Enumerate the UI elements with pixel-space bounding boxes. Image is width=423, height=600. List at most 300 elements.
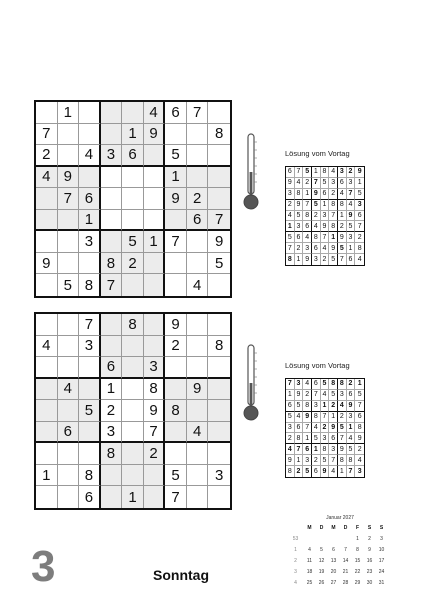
solution-cell: 7 [329, 211, 338, 222]
sudoku-cell[interactable]: 2 [165, 336, 187, 358]
sudoku-cell[interactable]: 5 [122, 231, 144, 253]
calendar-header-row [290, 525, 390, 535]
calendar-day: 15 [354, 558, 361, 564]
sudoku-cell[interactable] [208, 167, 230, 189]
sudoku-cell[interactable] [58, 357, 80, 379]
sudoku-cell[interactable] [58, 486, 80, 508]
sudoku-cell[interactable]: 4 [187, 422, 209, 444]
sudoku-cell[interactable] [208, 314, 230, 336]
solution-cell: 5 [303, 466, 312, 477]
solution-cell: 9 [355, 433, 364, 444]
solution-cell: 8 [329, 221, 338, 232]
solution-cell: 7 [312, 390, 321, 401]
sudoku-cell[interactable] [187, 465, 209, 487]
sudoku-cell[interactable] [144, 486, 166, 508]
calendar-day: 4 [308, 547, 311, 553]
calendar-day: 7 [344, 547, 347, 553]
sudoku-cell[interactable] [144, 210, 166, 232]
sudoku-cell[interactable]: 6 [122, 145, 144, 167]
solution-cell: 4 [312, 423, 321, 434]
sudoku-cell[interactable] [165, 443, 187, 465]
sudoku-cell[interactable] [101, 486, 123, 508]
solution-cell: 3 [312, 401, 321, 412]
sudoku-cell[interactable]: 5 [165, 145, 187, 167]
sudoku-cell[interactable]: 8 [165, 400, 187, 422]
calendar-day: 21 [342, 569, 349, 575]
sudoku-cell[interactable] [122, 379, 144, 401]
sudoku-cell[interactable] [208, 102, 230, 124]
solution-cell: 9 [312, 189, 321, 200]
sudoku-cell[interactable] [101, 188, 123, 210]
solution-cell: 2 [286, 433, 295, 444]
solution-cell: 4 [303, 232, 312, 243]
solution-cell: 4 [321, 243, 330, 254]
sudoku-cell[interactable]: 1 [36, 465, 58, 487]
sudoku-cell[interactable]: 5 [208, 253, 230, 275]
sudoku-cell[interactable] [122, 443, 144, 465]
sudoku-cell[interactable]: 7 [165, 231, 187, 253]
sudoku-cell[interactable] [36, 379, 58, 401]
solution-cell: 1 [312, 167, 321, 178]
solution-cell: 9 [347, 211, 356, 222]
calendar-day: 25 [306, 580, 313, 586]
solution-cell: 7 [303, 200, 312, 211]
sudoku-cell[interactable]: 1 [58, 102, 80, 124]
sudoku-cell[interactable]: 9 [36, 253, 58, 275]
solution-cell: 6 [295, 423, 304, 434]
sudoku-cell[interactable] [101, 314, 123, 336]
solution-cell: 2 [347, 167, 356, 178]
sudoku-cell[interactable] [79, 379, 101, 401]
sudoku-cell[interactable] [58, 400, 80, 422]
sudoku-cell[interactable] [122, 400, 144, 422]
sudoku-cell[interactable] [58, 145, 80, 167]
sudoku-cell[interactable]: 4 [144, 102, 166, 124]
sudoku-cell[interactable] [79, 167, 101, 189]
solution-cell: 9 [329, 423, 338, 434]
sudoku-cell[interactable]: 8 [208, 124, 230, 146]
solution-cell: 9 [286, 178, 295, 189]
sudoku-cell[interactable] [144, 336, 166, 358]
calendar-week-number: 4 [294, 580, 297, 586]
sudoku-cell[interactable] [187, 336, 209, 358]
sudoku-cell[interactable]: 3 [79, 336, 101, 358]
sudoku-cell[interactable] [58, 231, 80, 253]
sudoku-cell[interactable] [101, 465, 123, 487]
sudoku-cell[interactable] [79, 124, 101, 146]
sudoku-cell[interactable]: 7 [144, 422, 166, 444]
sudoku-cell[interactable] [122, 102, 144, 124]
sudoku-cell[interactable] [101, 336, 123, 358]
solution-cell: 2 [355, 444, 364, 455]
calendar-day: 10 [378, 547, 385, 553]
sudoku-cell[interactable]: 1 [101, 379, 123, 401]
solution-cell: 7 [295, 444, 304, 455]
sudoku-cell[interactable] [122, 167, 144, 189]
calendar-week-row [290, 547, 390, 557]
solution-cell: 5 [321, 178, 330, 189]
sudoku-cell[interactable] [101, 231, 123, 253]
sudoku-cell[interactable] [36, 443, 58, 465]
sudoku-cell[interactable] [187, 145, 209, 167]
sudoku-cell[interactable]: 1 [144, 231, 166, 253]
sudoku-cell[interactable]: 8 [79, 274, 101, 296]
sudoku-cell[interactable] [58, 124, 80, 146]
solution-cell: 6 [347, 390, 356, 401]
sudoku-cell[interactable]: 8 [122, 314, 144, 336]
solution-cell: 8 [355, 423, 364, 434]
sudoku-cell[interactable]: 8 [101, 443, 123, 465]
solution-cell: 2 [312, 211, 321, 222]
sudoku-grid-1[interactable] [34, 100, 232, 298]
sudoku-cell[interactable]: 9 [187, 379, 209, 401]
solution-cell: 7 [355, 221, 364, 232]
sudoku-cell[interactable] [208, 188, 230, 210]
solution-cell: 5 [303, 167, 312, 178]
solution-cell: 2 [321, 254, 330, 265]
solution-cell: 4 [347, 200, 356, 211]
solution-cell: 1 [355, 379, 364, 390]
sudoku-cell[interactable] [101, 102, 123, 124]
sudoku-cell[interactable] [165, 274, 187, 296]
calendar-day: 24 [378, 569, 385, 575]
solution-cell: 2 [303, 178, 312, 189]
sudoku-cell[interactable] [187, 443, 209, 465]
sudoku-cell[interactable] [144, 188, 166, 210]
solution-cell: 8 [286, 254, 295, 265]
sudoku-cell[interactable] [187, 400, 209, 422]
solution-cell: 1 [329, 412, 338, 423]
solution-cell: 7 [329, 455, 338, 466]
sudoku-cell[interactable] [101, 210, 123, 232]
sudoku-cell[interactable]: 9 [58, 167, 80, 189]
sudoku-cell[interactable] [36, 210, 58, 232]
sudoku-cell[interactable] [165, 210, 187, 232]
sudoku-cell[interactable] [36, 274, 58, 296]
sudoku-cell[interactable]: 2 [122, 253, 144, 275]
sudoku-cell[interactable] [122, 210, 144, 232]
calendar-day: 2 [368, 536, 371, 542]
sudoku-cell[interactable] [36, 422, 58, 444]
solution-cell: 8 [338, 455, 347, 466]
sudoku-cell[interactable] [187, 486, 209, 508]
sudoku-cell[interactable]: 1 [122, 124, 144, 146]
sudoku-cell[interactable] [187, 231, 209, 253]
calendar-week-number: 1 [294, 547, 297, 553]
solution-cell: 3 [303, 455, 312, 466]
sudoku-cell[interactable] [36, 400, 58, 422]
solution-cell: 9 [355, 167, 364, 178]
sudoku-cell[interactable]: 2 [187, 188, 209, 210]
sudoku-grid-2[interactable] [34, 312, 232, 510]
sudoku-cell[interactable] [208, 357, 230, 379]
sudoku-cell[interactable]: 9 [144, 400, 166, 422]
solution-cell: 5 [295, 401, 304, 412]
sudoku-cell[interactable] [208, 486, 230, 508]
sudoku-cell[interactable]: 3 [79, 231, 101, 253]
solution-cell: 4 [338, 401, 347, 412]
sudoku-cell[interactable] [122, 357, 144, 379]
calendar-week-number: 53 [292, 536, 299, 542]
sudoku-cell[interactable] [208, 274, 230, 296]
sudoku-cell[interactable]: 3 [208, 465, 230, 487]
solution-cell: 9 [303, 254, 312, 265]
calendar-day: 30 [366, 580, 373, 586]
sudoku-cell[interactable] [122, 422, 144, 444]
sudoku-cell[interactable]: 7 [187, 102, 209, 124]
solution-cell: 5 [347, 221, 356, 232]
sudoku-cell[interactable] [101, 167, 123, 189]
sudoku-cell[interactable] [144, 465, 166, 487]
calendar-weekday: F [355, 525, 360, 531]
calendar-week-row [290, 569, 390, 579]
sudoku-cell[interactable]: 6 [58, 422, 80, 444]
solution-cell: 2 [338, 412, 347, 423]
sudoku-cell[interactable] [208, 379, 230, 401]
sudoku-cell[interactable]: 8 [144, 379, 166, 401]
sudoku-cell[interactable] [79, 422, 101, 444]
solution-cell: 5 [355, 390, 364, 401]
sudoku-cell[interactable] [144, 167, 166, 189]
sudoku-cell[interactable]: 8 [79, 465, 101, 487]
sudoku-cell[interactable]: 9 [144, 124, 166, 146]
solution-cell: 7 [347, 466, 356, 477]
calendar-day: 23 [366, 569, 373, 575]
calendar-day: 9 [368, 547, 371, 553]
calendar-weekday: M [307, 525, 312, 531]
day-number: 3 [31, 542, 56, 591]
solution-cell: 2 [355, 232, 364, 243]
solution-cell: 2 [295, 243, 304, 254]
solution-cell: 4 [295, 412, 304, 423]
solution-cell: 7 [321, 232, 330, 243]
sudoku-cell[interactable]: 6 [165, 102, 187, 124]
sudoku-cell[interactable]: 1 [122, 486, 144, 508]
solution-cell: 1 [303, 433, 312, 444]
sudoku-cell[interactable]: 4 [36, 336, 58, 358]
calendar-week-row [290, 580, 390, 590]
calendar-title: Januar 2027 [326, 515, 354, 521]
calendar-day: 29 [354, 580, 361, 586]
sudoku-cell[interactable] [187, 253, 209, 275]
sudoku-cell[interactable] [144, 253, 166, 275]
sudoku-cell[interactable] [79, 102, 101, 124]
sudoku-cell[interactable]: 9 [165, 188, 187, 210]
sudoku-cell[interactable] [122, 188, 144, 210]
solution-cell: 4 [329, 466, 338, 477]
sudoku-cell[interactable] [58, 314, 80, 336]
sudoku-cell[interactable] [36, 486, 58, 508]
sudoku-cell[interactable] [36, 231, 58, 253]
sudoku-cell[interactable]: 3 [144, 357, 166, 379]
sudoku-cell[interactable] [144, 274, 166, 296]
solution-cell: 7 [338, 433, 347, 444]
solution-cell: 2 [312, 455, 321, 466]
sudoku-cell[interactable] [165, 253, 187, 275]
solution-cell: 2 [286, 200, 295, 211]
solution-cell: 8 [295, 433, 304, 444]
solution-cell: 5 [329, 390, 338, 401]
solution-cell: 4 [355, 455, 364, 466]
sudoku-cell[interactable] [208, 145, 230, 167]
solution-cell: 1 [295, 254, 304, 265]
calendar-week-row [290, 536, 390, 546]
solution-cell: 5 [347, 444, 356, 455]
sudoku-cell[interactable] [36, 357, 58, 379]
sudoku-cell[interactable] [165, 357, 187, 379]
sudoku-cell[interactable] [187, 314, 209, 336]
solution-cell: 1 [312, 444, 321, 455]
solution-cell: 1 [338, 211, 347, 222]
sudoku-cell[interactable] [58, 443, 80, 465]
sudoku-cell[interactable]: 4 [79, 145, 101, 167]
sudoku-cell[interactable]: 5 [79, 400, 101, 422]
sudoku-cell[interactable]: 6 [79, 188, 101, 210]
sudoku-cell[interactable]: 1 [79, 210, 101, 232]
sudoku-cell[interactable]: 8 [208, 336, 230, 358]
solution-cell: 9 [295, 390, 304, 401]
sudoku-cell[interactable] [36, 188, 58, 210]
solution-cell: 6 [312, 379, 321, 390]
sudoku-cell[interactable] [208, 400, 230, 422]
solution-cell: 8 [286, 466, 295, 477]
sudoku-cell[interactable]: 4 [36, 167, 58, 189]
solution-label: Lösung vom Vortag [285, 361, 350, 370]
sudoku-cell[interactable]: 9 [165, 314, 187, 336]
sudoku-cell[interactable] [36, 314, 58, 336]
sudoku-cell[interactable] [36, 102, 58, 124]
sudoku-cell[interactable] [208, 422, 230, 444]
solution-cell: 9 [329, 243, 338, 254]
solution-cell: 4 [312, 221, 321, 232]
solution-cell: 6 [321, 189, 330, 200]
sudoku-cell[interactable]: 4 [187, 274, 209, 296]
solution-cell: 3 [329, 178, 338, 189]
solution-cell: 5 [355, 189, 364, 200]
thermometer-icon [241, 343, 261, 423]
sudoku-cell[interactable]: 6 [79, 486, 101, 508]
sudoku-cell[interactable] [79, 443, 101, 465]
sudoku-cell[interactable] [101, 124, 123, 146]
sudoku-cell[interactable]: 6 [187, 210, 209, 232]
solution-cell: 8 [303, 401, 312, 412]
calendar-week-number: 2 [294, 558, 297, 564]
sudoku-cell[interactable]: 7 [101, 274, 123, 296]
sudoku-cell[interactable] [58, 465, 80, 487]
solution-cell: 4 [347, 433, 356, 444]
sudoku-cell[interactable]: 9 [208, 231, 230, 253]
solution-cell: 1 [286, 221, 295, 232]
solution-cell: 1 [286, 390, 295, 401]
solution-cell: 9 [286, 455, 295, 466]
sudoku-cell[interactable]: 2 [144, 443, 166, 465]
sudoku-cell[interactable] [122, 465, 144, 487]
calendar-weekday: S [367, 525, 372, 531]
solution-cell: 1 [338, 466, 347, 477]
solution-cell: 5 [321, 379, 330, 390]
sudoku-cell[interactable]: 7 [208, 210, 230, 232]
sudoku-cell[interactable] [58, 336, 80, 358]
sudoku-cell[interactable] [208, 443, 230, 465]
sudoku-cell[interactable]: 1 [165, 167, 187, 189]
solution-cell: 9 [338, 444, 347, 455]
sudoku-cell[interactable]: 7 [36, 124, 58, 146]
solution-cell: 2 [347, 379, 356, 390]
solution-cell: 8 [355, 243, 364, 254]
sudoku-cell[interactable] [79, 253, 101, 275]
sudoku-cell[interactable] [187, 124, 209, 146]
sudoku-cell[interactable]: 8 [101, 253, 123, 275]
solution-cell: 1 [321, 200, 330, 211]
solution-cell: 2 [329, 189, 338, 200]
solution-cell: 3 [286, 189, 295, 200]
sudoku-cell[interactable]: 4 [58, 379, 80, 401]
sudoku-cell[interactable]: 3 [101, 422, 123, 444]
solution-cell: 7 [347, 189, 356, 200]
sudoku-cell[interactable]: 6 [101, 357, 123, 379]
solution-cell: 3 [357, 468, 362, 476]
calendar-weekday: M [331, 525, 336, 531]
solution-cell: 6 [303, 221, 312, 232]
solution-cell: 6 [355, 412, 364, 423]
calendar-day: 16 [366, 558, 373, 564]
sudoku-cell[interactable] [58, 253, 80, 275]
sudoku-cell[interactable]: 7 [58, 188, 80, 210]
sudoku-cell[interactable] [58, 210, 80, 232]
calendar-day: 11 [306, 558, 313, 564]
sudoku-cell[interactable] [122, 274, 144, 296]
sudoku-cell[interactable] [187, 167, 209, 189]
calendar-weekday: D [319, 525, 324, 531]
solution-cell: 2 [338, 221, 347, 232]
sudoku-cell[interactable] [165, 379, 187, 401]
calendar-day: 6 [332, 547, 335, 553]
solution-cell: 8 [295, 189, 304, 200]
sudoku-cell[interactable] [165, 422, 187, 444]
calendar-day: 8 [356, 547, 359, 553]
sudoku-cell[interactable] [122, 336, 144, 358]
solution-cell: 8 [329, 200, 338, 211]
sudoku-cell[interactable]: 7 [79, 314, 101, 336]
calendar-weekday: S [379, 525, 384, 531]
solution-cell: 4 [286, 211, 295, 222]
solution-cell: 8 [312, 412, 321, 423]
calendar-day: 18 [306, 569, 313, 575]
sudoku-cell[interactable]: 5 [165, 465, 187, 487]
sudoku-cell[interactable]: 7 [165, 486, 187, 508]
sudoku-cell[interactable] [144, 314, 166, 336]
sudoku-cell[interactable] [79, 357, 101, 379]
solution-cell: 7 [338, 254, 347, 265]
calendar-day: 12 [318, 558, 325, 564]
solution-cell: 4 [321, 390, 330, 401]
sudoku-cell[interactable] [187, 357, 209, 379]
solution-cell: 9 [321, 221, 330, 232]
calendar-day: 31 [378, 580, 385, 586]
solution-cell: 3 [338, 167, 347, 178]
solution-cell: 6 [303, 444, 312, 455]
solution-cell: 9 [347, 401, 356, 412]
sudoku-cell[interactable]: 2 [36, 145, 58, 167]
sudoku-cell[interactable] [165, 124, 187, 146]
solution-cell: 3 [321, 211, 330, 222]
sudoku-cell[interactable]: 5 [58, 274, 80, 296]
sudoku-cell[interactable]: 2 [101, 400, 123, 422]
sudoku-cell[interactable]: 3 [101, 145, 123, 167]
solution-cell: 7 [295, 167, 304, 178]
solution-cell: 6 [286, 401, 295, 412]
sudoku-cell[interactable] [144, 145, 166, 167]
